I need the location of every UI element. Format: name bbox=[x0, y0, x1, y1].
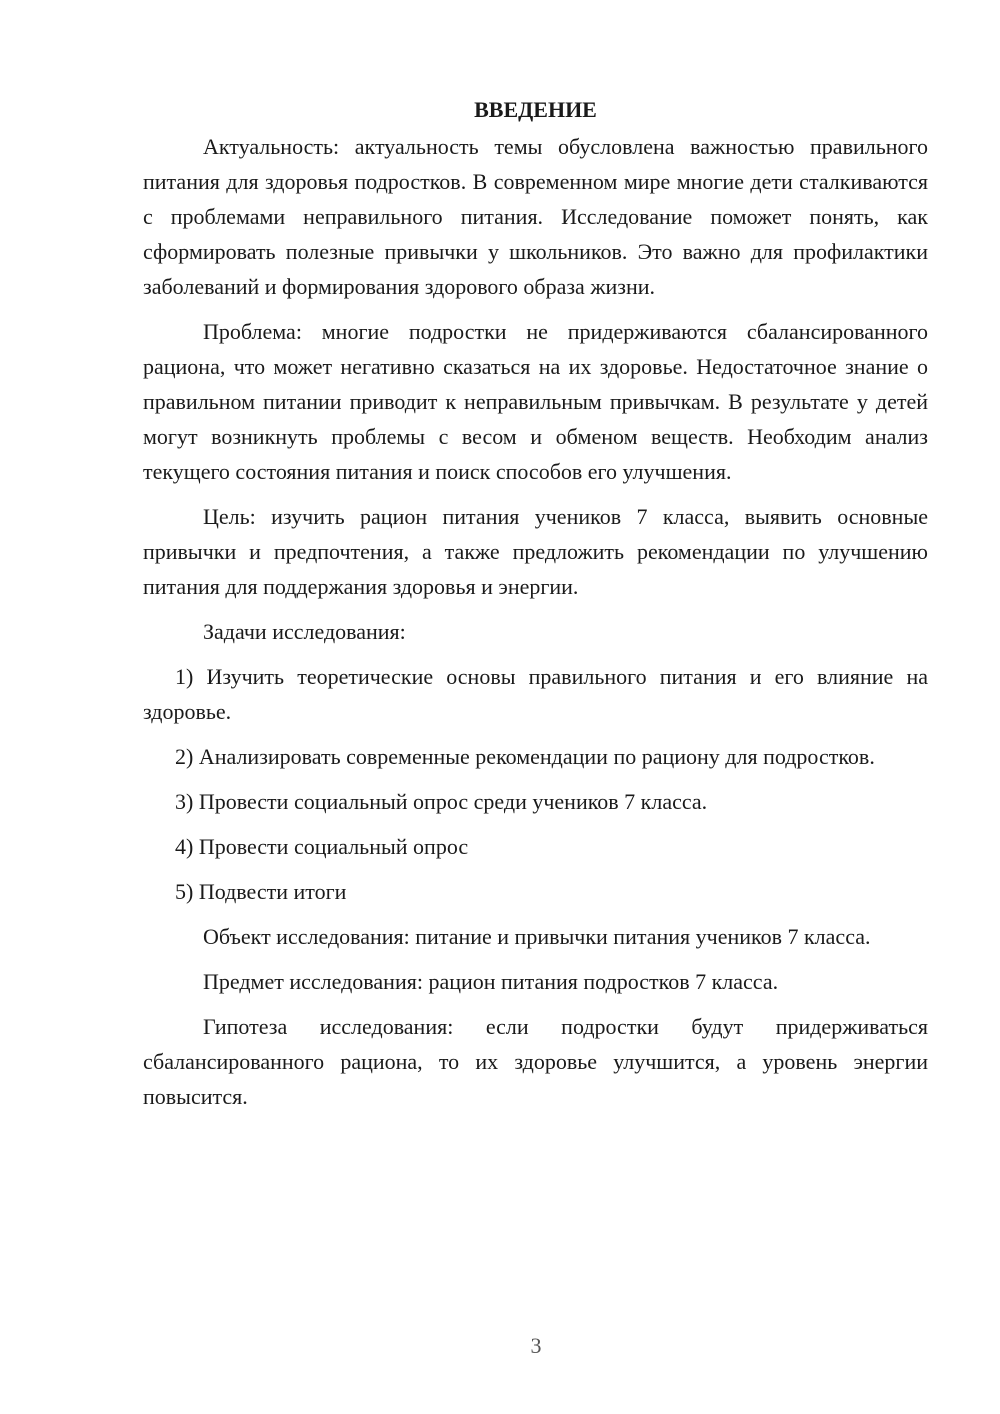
object-paragraph: Объект исследования: питание и привычки питания учеников 7 класса. bbox=[203, 924, 871, 949]
page-number: 3 bbox=[530, 1333, 542, 1358]
document-body bbox=[143, 92, 928, 1124]
hypothesis-paragraph: Гипотеза исследования: если подростки будут придерживаться сбалансированного рациона, то их здоровье улучшится, а уровень энергии повысится. bbox=[143, 1014, 928, 1109]
task-item-3: 3) Провести социальный опрос среди учеников 7 класса. bbox=[175, 789, 708, 814]
relevance-paragraph: Актуальность: актуальность темы обусловлена важностью правильного питания для здоровья подростков. В современном мире многие дети сталкиваются с проблемами неправильного питания. Исследование поможет понять, как сформировать полезные привычки у школьников. Это важно для профилактики заболеваний и формирования здорового образа жизни. bbox=[143, 134, 928, 299]
task-item-4: 4) Провести социальный опрос bbox=[175, 834, 469, 859]
goal-paragraph: Цель: изучить рацион питания учеников 7 класса, выявить основные привычки и предпочтения, а также предложить рекомендации по улучшению питания для поддержания здоровья и энергии. bbox=[143, 504, 928, 599]
problem-paragraph: Проблема: многие подростки не придерживаются сбалансированного рациона, что может негативно сказаться на их здоровье. Недостаточное знание о правильном питании приводит к неправильным привычкам. В результате у детей могут возникнуть проблемы с весом и обменом веществ. Необходим анализ текущего состояния питания и поиск способов его улучшения. bbox=[143, 319, 928, 484]
tasks-heading: Задачи исследования: bbox=[203, 619, 406, 644]
subject-paragraph: Предмет исследования: рацион питания подростков 7 класса. bbox=[203, 969, 779, 994]
task-item-2: 2) Анализировать современные рекомендации по рациону для подростков. bbox=[175, 744, 875, 769]
section-title: ВВЕДЕНИЕ bbox=[474, 97, 597, 122]
task-item-5: 5) Подвести итоги bbox=[175, 879, 347, 904]
task-item-1: 1) Изучить теоретические основы правильного питания и его влияние на здоровье. bbox=[143, 664, 928, 724]
